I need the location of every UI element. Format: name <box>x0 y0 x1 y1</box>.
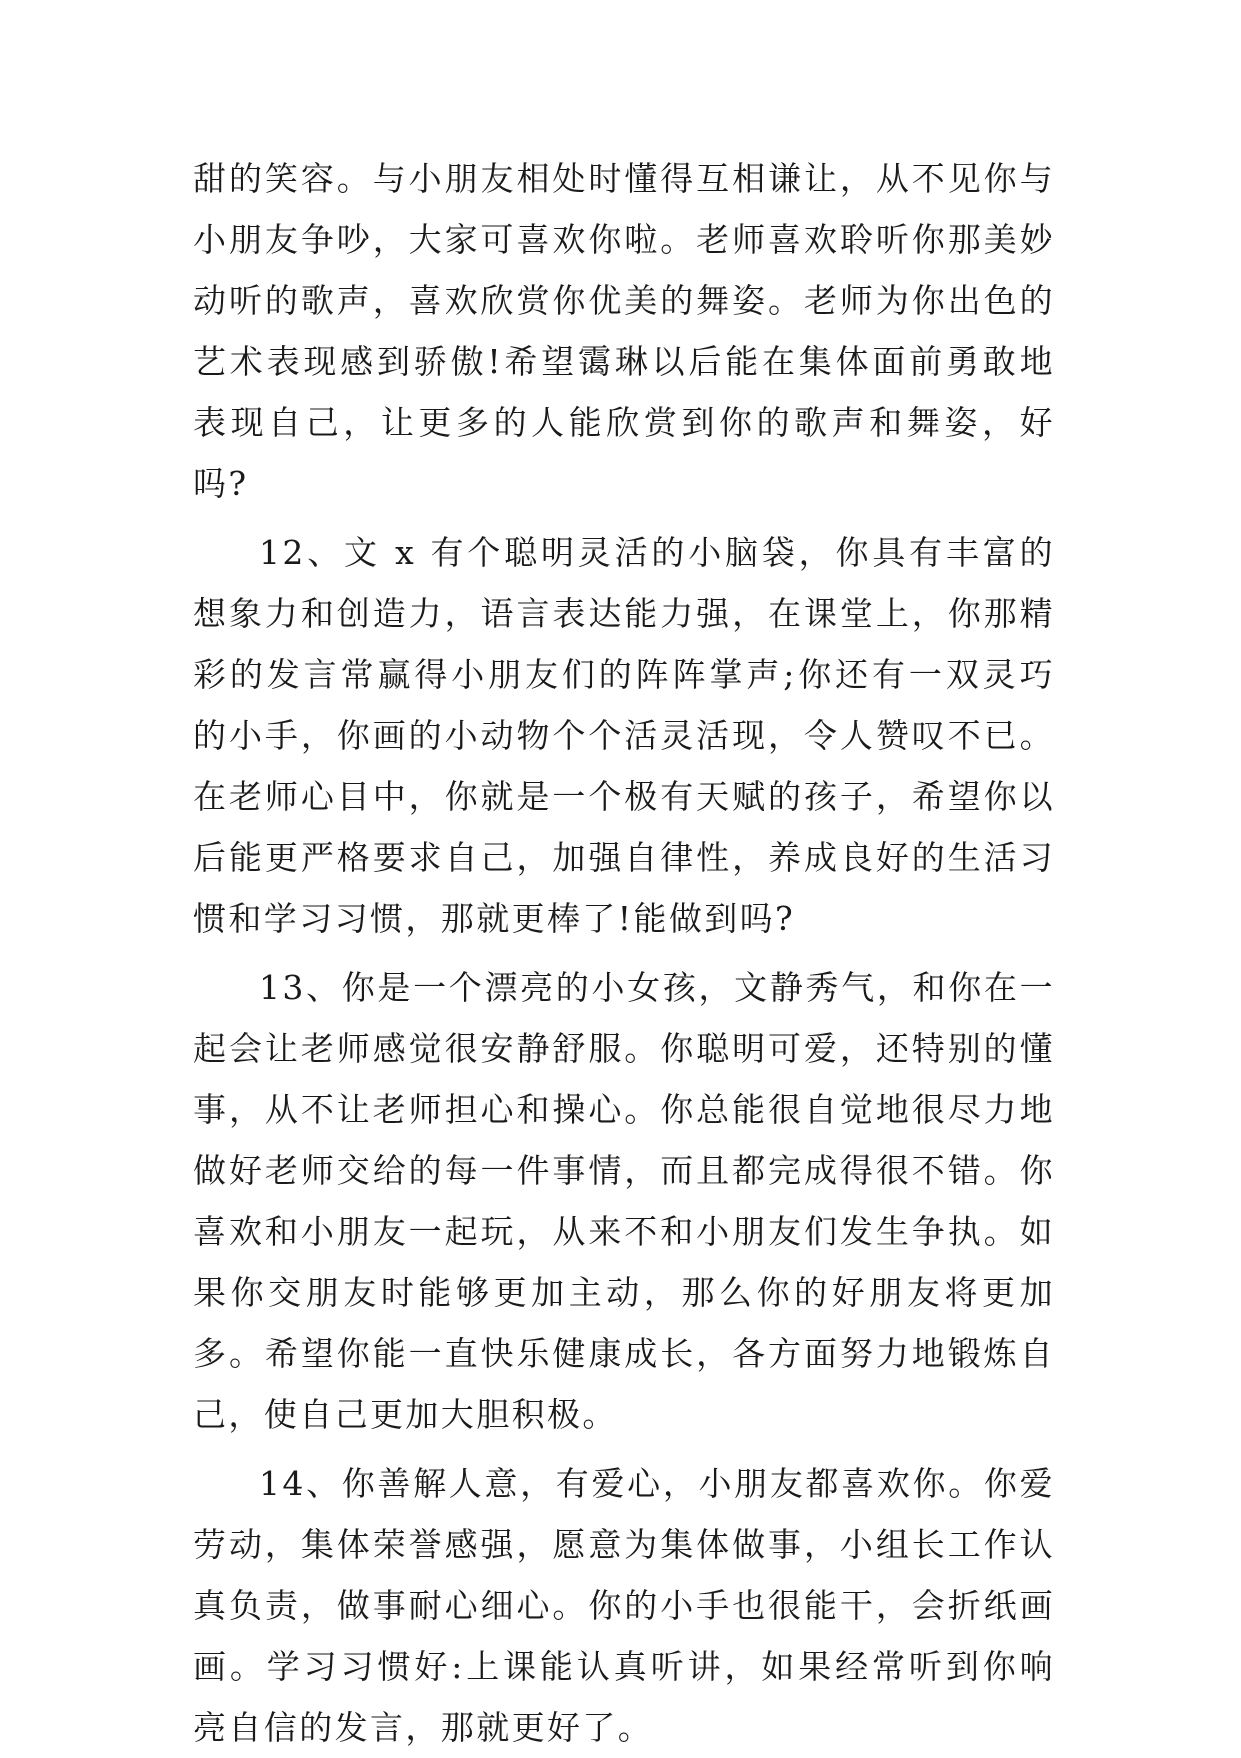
paragraph-item-13: 13、你是一个漂亮的小女孩，文静秀气，和你在一起会让老师感觉很安静舒服。你聪明可爱，还特别的懂事，从不让老师担心和操心。你总能很自觉地很尽力地做好老师交给的每一件事情，而且都完成得很不错。你喜欢和小朋友一起玩，从来不和小朋友们发生争执。如果你交朋友时能够更加主动，那么你的好朋友将更加多。希望你能一直快乐健康成长，各方面努力地锻炼自己，使自己更加大胆积极。 <box>193 968 1055 1434</box>
paragraph-continuation: 甜的笑容。与小朋友相处时懂得互相谦让，从不见你与小朋友争吵，大家可喜欢你啦。老师喜欢聆听你那美妙动听的歌声，喜欢欣赏你优美的舞姿。老师为你出色的艺术表现感到骄傲!希望霭琳以后能在集体面前勇敢地表现自己，让更多的人能欣赏到你的歌声和舞姿，好吗? <box>193 159 1055 503</box>
document-body <box>193 148 1055 1758</box>
paragraph-item-14: 14、你善解人意，有爱心，小朋友都喜欢你。你爱劳动，集体荣誉感强，愿意为集体做事，小组长工作认真负责，做事耐心细心。你的小手也很能干，会折纸画画。学习习惯好:上课能认真听讲，如果经常听到你响亮自信的发言，那就更好了。 <box>193 1464 1055 1747</box>
paragraph-item-12: 12、文 x 有个聪明灵活的小脑袋，你具有丰富的想象力和创造力，语言表达能力强，在课堂上，你那精彩的发言常赢得小朋友们的阵阵掌声;你还有一双灵巧的小手，你画的小动物个个活灵活现，令人赞叹不已。在老师心目中，你就是一个极有天赋的孩子，希望你以后能更严格要求自己，加强自律性，养成良好的生活习惯和学习习惯，那就更棒了!能做到吗? <box>193 533 1055 938</box>
